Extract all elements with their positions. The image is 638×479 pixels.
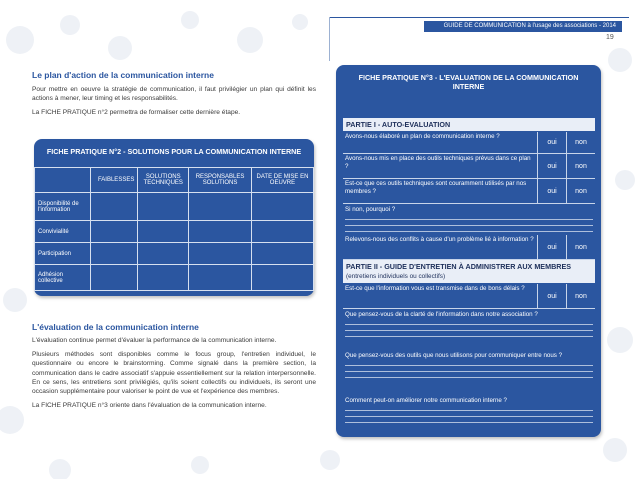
- fiche3-title: FICHE PRATIQUE N°3 - L'EVALUATION DE LA COMMUNICATION INTERNE: [358, 73, 579, 91]
- fiche3-q7: Que pensez-vous de la clarté de l'information dans notre association ?: [345, 311, 538, 318]
- fiche3-question-row: [343, 179, 595, 204]
- section1-paragraph-1: Pour mettre en oeuvre la stratégie de communication, il faut privilégier un plan qui définit les actions à mener, leur timing et les responsabilités.: [32, 86, 316, 103]
- fiche3-q3: Est-ce que ces outils techniques sont couramment utilisés par nos membres ?: [345, 180, 527, 195]
- answer-line: [345, 410, 593, 411]
- answer-no: non: [566, 179, 595, 203]
- answer-line: [345, 324, 593, 325]
- answer-no: non: [566, 284, 595, 308]
- answer-line: [345, 225, 593, 226]
- header-rule: [329, 17, 629, 18]
- fiche3-q5: Relevons-nous des conflits à cause d'un problème lié à information ?: [345, 236, 534, 243]
- section-plan-action: [32, 70, 316, 123]
- fiche3-q8-block: [343, 352, 595, 378]
- fiche2-row-participation: Participation: [35, 243, 91, 265]
- fiche3-q6: Est-ce que l'information vous est transmise dans de bons délais ?: [345, 285, 525, 292]
- fiche2-col-solutions: SOLUTIONS TECHNIQUES: [138, 168, 189, 193]
- fiche2-row-adhesion: Adhésion collective: [35, 265, 91, 291]
- answer-line: [345, 231, 593, 232]
- fiche3-q4-block: [343, 206, 595, 232]
- fiche2-row-disponibilite: Disponibilité de l'information: [35, 193, 91, 221]
- answer-no: non: [566, 235, 595, 259]
- fiche2-col-responsables: RESPONSABLES SOLUTIONS: [189, 168, 252, 193]
- fiche3-q8: Que pensez-vous des outils que nous utilisons pour communiquer entre nous ?: [345, 352, 563, 359]
- header-divider: [329, 17, 330, 61]
- fiche3-part2-header: [343, 260, 595, 283]
- answer-line: [345, 365, 593, 366]
- fiche3-q9-block: [343, 397, 595, 423]
- fiche2-col-faiblesses: FAIBLESSES: [91, 168, 138, 193]
- answer-line: [345, 422, 593, 423]
- answer-yes: oui: [537, 235, 566, 259]
- section1-title: Le plan d'action de la communication interne: [32, 70, 214, 80]
- fiche2-col-date: DATE DE MISE EN OEUVRE: [251, 168, 313, 193]
- section2-paragraph-2: Plusieurs méthodes sont disponibles comme le focus group, l'entretien individuel, le questionnaire ou encore le brainstorming. Comme signalé dans la première section, la communication dans le cadre associatif s'appuie essentiellement sur la relation interpersonnelle. En ce sens, les entretiens sont privilégiés, qu'ils soient collectifs ou individuels, ils seront une occasion supplémentaire pour valoriser le point de vue et l'expérience des membres.: [32, 351, 316, 396]
- header-banner: GUIDE DE COMMUNICATION à l'usage des associations - 2014: [424, 21, 622, 32]
- answer-line: [345, 336, 593, 337]
- answer-line: [345, 416, 593, 417]
- section-evaluation: [32, 322, 316, 415]
- fiche3-question-row: [343, 235, 595, 260]
- answer-yes: oui: [537, 179, 566, 203]
- section2-paragraph-3: La FICHE PRATIQUE n°3 oriente dans l'évaluation de la communication interne.: [32, 402, 267, 410]
- fiche3-q1: Avons-nous élaboré un plan de communication interne ?: [345, 133, 500, 140]
- answer-line: [345, 377, 593, 378]
- answer-yes: oui: [537, 284, 566, 308]
- fiche3-q9: Comment peut-on améliorer notre communication interne ?: [345, 397, 507, 404]
- section2-paragraph-1: L'évaluation continue permet d'évaluer la performance de la communication interne.: [32, 337, 277, 344]
- fiche3-part2-title: PARTIE II - GUIDE D'ENTRETIEN À ADMINISTRER AUX MEMBRES: [346, 262, 572, 271]
- section1-paragraph-2: La FICHE PRATIQUE n°2 permettra de formaliser cette dernière étape.: [32, 109, 241, 117]
- answer-no: non: [566, 132, 595, 153]
- fiche3-q4: Si non, pourquoi ?: [345, 206, 396, 213]
- fiche3-question-row: [343, 154, 595, 179]
- fiche3-question-row: [343, 284, 595, 309]
- section2-title: L'évaluation de la communication interne: [32, 322, 199, 332]
- fiche3-part1-title: PARTIE I - AUTO-EVALUATION: [343, 118, 595, 131]
- answer-line: [345, 371, 593, 372]
- fiche2-title: FICHE PRATIQUE N°2 - SOLUTIONS POUR LA COMMUNICATION INTERNE: [46, 147, 302, 156]
- page-number: 19: [606, 34, 614, 41]
- fiche3-part2-subtitle: (entretiens individuels ou collectifs): [346, 273, 446, 280]
- answer-line: [345, 219, 593, 220]
- fiche2-row-convivialite: Convivialité: [35, 221, 91, 243]
- answer-line: [345, 330, 593, 331]
- fiche2-table: [34, 167, 314, 291]
- answer-yes: oui: [537, 132, 566, 153]
- answer-yes: oui: [537, 154, 566, 178]
- fiche3-q2: Avons-nous mis en place des outils techniques prévus dans ce plan ?: [345, 155, 531, 170]
- fiche3-question-row: [343, 132, 595, 154]
- answer-no: non: [566, 154, 595, 178]
- fiche3-q7-block: [343, 311, 595, 337]
